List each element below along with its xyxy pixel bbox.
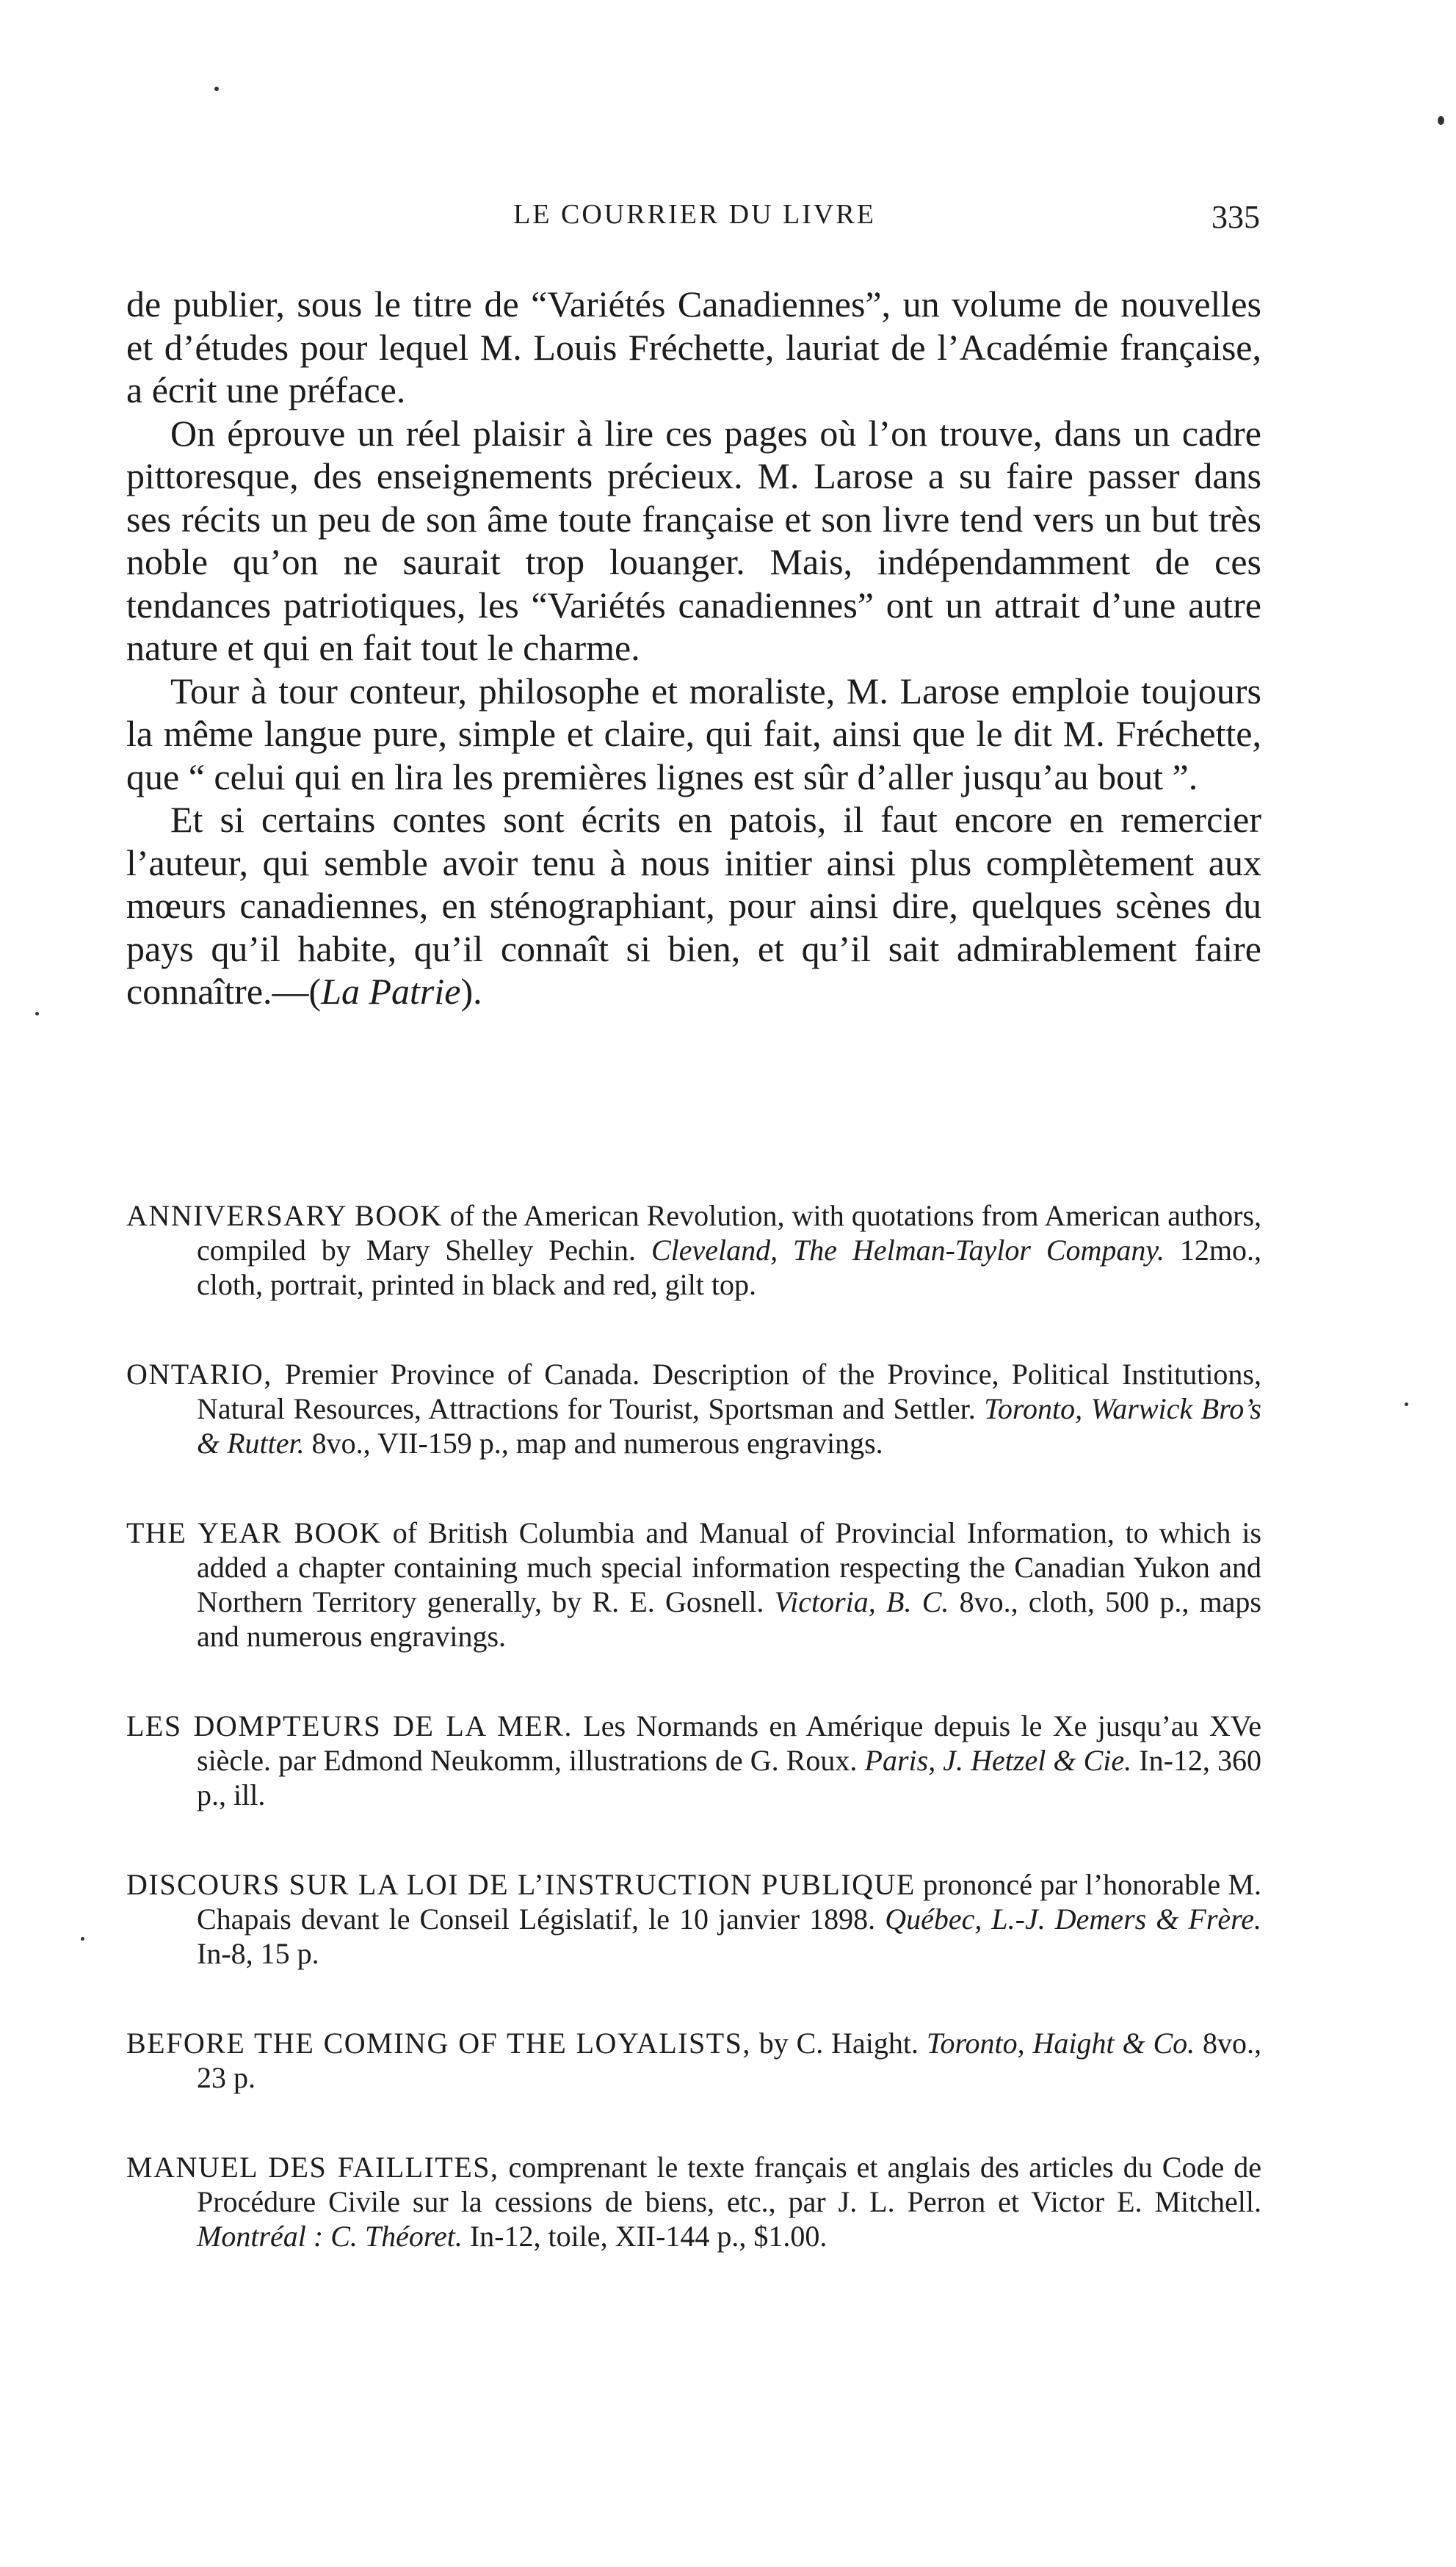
entry-format: 8vo., 23 p. (197, 2027, 1261, 2094)
page-number: 335 (1211, 199, 1260, 235)
entry-imprint: Toronto, Haight & Co. (926, 2027, 1195, 2060)
entry-imprint: Montréal : C. Théoret. (197, 2220, 463, 2253)
entry-format: 12mo., cloth, portrait, printed in black and red, gilt top. (197, 1234, 1261, 1301)
paragraph-1: de publier, sous le titre de “Variétés Canadiennes”, un volume de nouvelles et d’études pour lequel M. Louis Fréchette, lauriat de l’Académie française, a écrit une préface. (126, 283, 1261, 410)
entry-heading: LES DOMPTEURS DE LA MER. (126, 1709, 573, 1742)
entry-format: In-12, 360 p., ill. (197, 1744, 1262, 1811)
entry-description: Premier Province of Canada. Description of the Province, Political Institutions, Natural Resources, Attractions for Tourist, Sportsman and Settler. (197, 1358, 1261, 1425)
entry-heading: BEFORE THE COMING OF THE LOYALISTS, (126, 2027, 751, 2060)
print-speck-top (214, 87, 219, 91)
bibliography-list (126, 1198, 1261, 2309)
paragraph-4-source: La Patrie (321, 971, 461, 1012)
entry-imprint: Cleveland, The Helman-Taylor Company. (651, 1234, 1165, 1267)
bibliography-entry (126, 1516, 1261, 1654)
entry-format: In-12, toile, XII-144 p., $1.00. (462, 2220, 827, 2253)
bibliography-entry (126, 2026, 1261, 2095)
entry-imprint: Paris, J. Hetzel & Cie. (864, 1744, 1132, 1777)
entry-description: Les Normands en Amérique depuis le Xe jusqu’au XVe siècle. par Edmond Neukomm, illustrations de G. Roux. (197, 1709, 1261, 1777)
entry-heading: THE YEAR BOOK (126, 1516, 382, 1549)
entry-heading: ANNIVERSARY BOOK (126, 1199, 443, 1232)
entry-format: 8vo., VII-159 p., map and numerous engravings. (304, 1427, 883, 1460)
bibliography-entry (126, 1709, 1261, 1812)
paragraph-4-close: ). (460, 971, 482, 1012)
entry-imprint: Québec, L.-J. Demers & Frère. (885, 1902, 1261, 1936)
entry-description: prononcé par l’honorable M. Chapais devant le Conseil Législatif, le 10 janvier 1898. (197, 1868, 1262, 1936)
paragraph-2: On éprouve un réel plaisir à lire ces pages où l’on trouve, dans un cadre pittoresque, des enseignements précieux. M. Larose a su faire passer dans ses récits un peu de son âme toute française et son livre tend vers un but très noble qu’on ne saurait trop louanger. Mais, indépendamment de ces tendances patriotiques, les “Variétés canadiennes” ont un attrait d’une autre nature et qui en fait tout le charme. (126, 412, 1261, 668)
entry-description: of the American Revolution, with quotations from American authors, compiled by Mary Shelley Pechin. (197, 1199, 1262, 1267)
entry-description: comprenant le texte français et anglais des articles du Code de Procédure Civile sur la cessions de biens, etc., par J. L. Perron et Victor E. Mitchell. (197, 2151, 1262, 2218)
bibliography-entry (126, 1198, 1261, 1302)
bibliography-entry (126, 1867, 1261, 1971)
running-head (129, 198, 1260, 242)
entry-imprint: Victoria, B. C. (774, 1585, 949, 1618)
paragraph-4-text: Et si certains contes sont écrits en patois, il faut encore en remercier l’auteur, qui semble avoir tenu à nous initier ainsi plus complètement aux mœurs canadiennes, en sténographiant, pour ainsi dire, quelques scènes du pays qu’il habite, qu’il connaît si bien, et qu’il sait admirablement faire connaître.—( (126, 799, 1261, 1012)
print-speck-margin-right (1438, 116, 1444, 125)
print-speck-margin-left (35, 1012, 39, 1015)
entry-description: by C. Haight. (750, 2027, 927, 2060)
paragraph-3: Tour à tour conteur, philosophe et moraliste, M. Larose emploie toujours la même langue pure, simple et claire, qui fait, ainsi que le dit M. Fréchette, que “ celui qui en lira les premières lignes est sûr d’aller jusqu’au bout ”. (126, 670, 1261, 797)
entry-heading: MANUEL DES FAILLITES, (126, 2151, 499, 2184)
print-speck-margin-left-2 (81, 1937, 84, 1941)
paragraph-4 (126, 798, 1261, 1013)
entry-heading: ONTARIO, (126, 1358, 272, 1391)
entry-description: of British Columbia and Manual of Provincial Information, to which is added a chapter containing much special information respecting the Canadian Yukon and Northern Territory generally, by R. E. Gosnell. (197, 1516, 1262, 1618)
entry-heading: DISCOURS SUR LA LOI DE L’INSTRUCTION PUBLIQUE (126, 1868, 916, 1901)
entry-imprint: Toronto, Warwick Bro’s & Rutter. (197, 1392, 1261, 1460)
review-text (126, 283, 1261, 1013)
running-title: LE COURRIER DU LIVRE (513, 199, 876, 230)
bibliography-entry (126, 1357, 1261, 1460)
entry-format: In-8, 15 p. (197, 1937, 319, 1970)
entry-format: 8vo., cloth, 500 p., maps and numerous engravings. (197, 1585, 1261, 1653)
print-speck-margin-right-2 (1405, 1402, 1408, 1406)
bibliography-entry (126, 2150, 1261, 2253)
